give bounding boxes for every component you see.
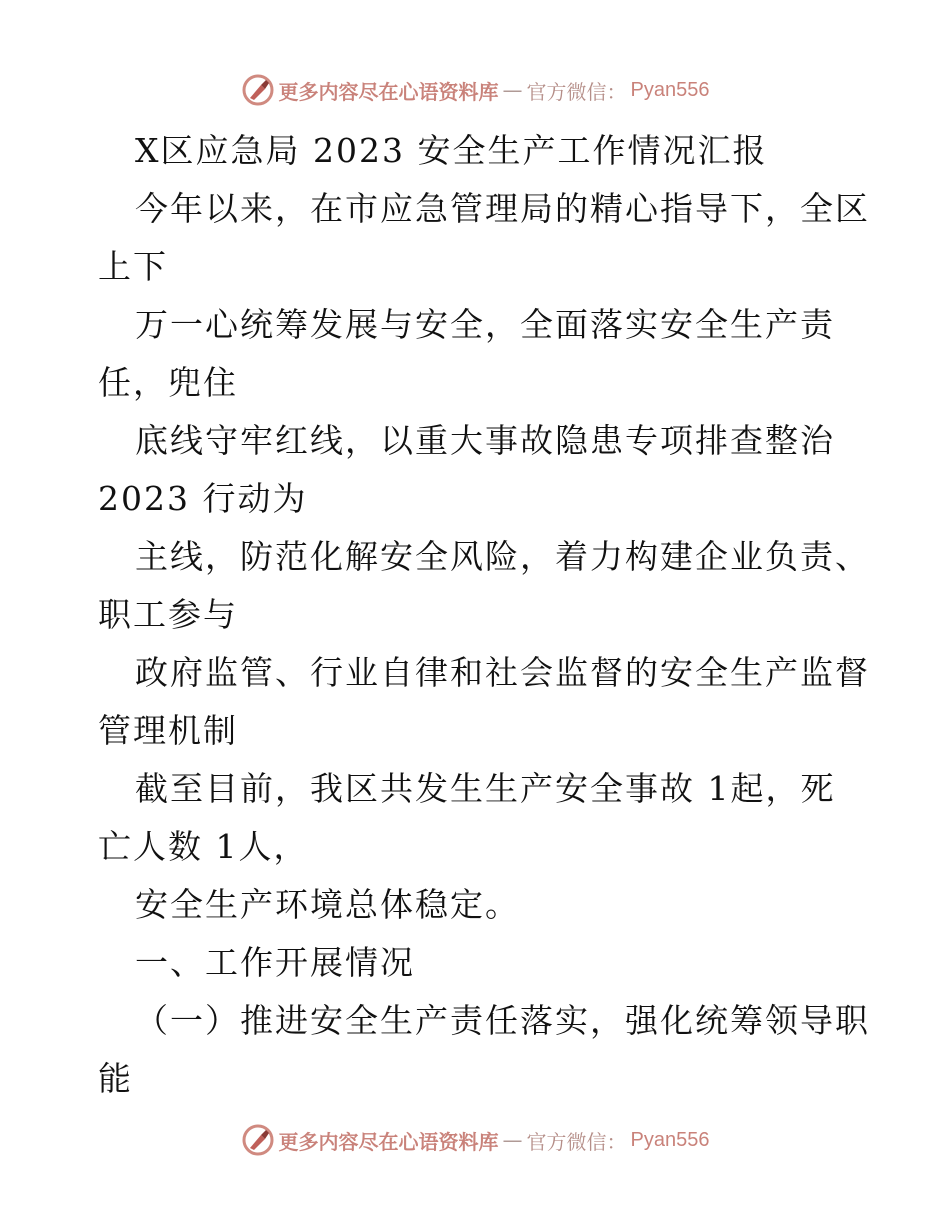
document-title: X区应急局 2023 安全生产工作情况汇报 bbox=[135, 131, 768, 170]
text-line: 上下 bbox=[98, 247, 168, 286]
document-body bbox=[98, 122, 870, 1108]
watermark-wechat-label: 官方微信： bbox=[526, 1129, 627, 1154]
watermark-banner-top bbox=[0, 70, 950, 110]
section-heading: 一、工作开展情况 bbox=[135, 943, 415, 982]
text-line: 职工参与 bbox=[98, 595, 238, 634]
text-line: 政府监管、行业自律和社会监督的安全生产监督 bbox=[135, 653, 870, 692]
text-line: 底线守牢红线，以重大事故隐患专项排查整治 bbox=[135, 421, 835, 460]
watermark-banner-bottom bbox=[0, 1120, 950, 1160]
watermark-wechat-label: 官方微信： bbox=[526, 79, 627, 104]
text-line: 能 bbox=[98, 1059, 133, 1098]
text-line: 今年以来，在市应急管理局的精心指导下，全区 bbox=[135, 189, 870, 228]
text-line: 管理机制 bbox=[98, 711, 238, 750]
text-line: 亡人数 1人， bbox=[98, 827, 309, 866]
text-line: 截至目前，我区共发生生产安全事故 1起，死 bbox=[135, 769, 836, 808]
watermark-text: 更多内容尽在心语资料库 bbox=[278, 79, 499, 104]
watermark-separator: — bbox=[502, 1128, 523, 1152]
text-line: 2023 行动为 bbox=[98, 479, 308, 518]
watermark-wechat-id: Pyan556 bbox=[630, 78, 710, 101]
text-line: 主线，防范化解安全风险，着力构建企业负责、 bbox=[135, 537, 870, 576]
text-line: 万一心统筹发展与安全，全面落实安全生产责 bbox=[135, 305, 835, 344]
pen-nib-logo-icon bbox=[241, 1123, 275, 1157]
watermark-text: 更多内容尽在心语资料库 bbox=[278, 1129, 499, 1154]
text-line: 安全生产环境总体稳定。 bbox=[135, 885, 520, 924]
watermark-separator: — bbox=[502, 78, 523, 102]
watermark-wechat-id: Pyan556 bbox=[630, 1128, 710, 1151]
subsection-heading: （一）推进安全生产责任落实，强化统筹领导职 bbox=[135, 1001, 870, 1040]
pen-nib-logo-icon bbox=[241, 73, 275, 107]
text-line: 任，兜住 bbox=[98, 363, 238, 402]
